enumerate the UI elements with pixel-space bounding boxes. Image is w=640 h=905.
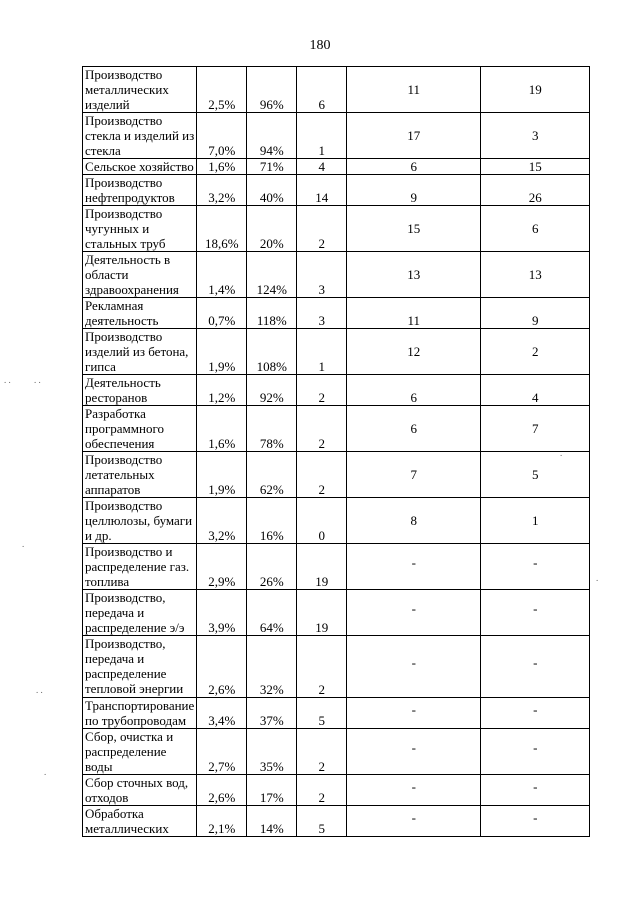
industry-name-line: Производство, — [85, 590, 166, 605]
industry-name-line: Производство — [85, 67, 163, 82]
industry-name-line: передача и — [85, 651, 145, 666]
industry-name-line: Производство — [85, 452, 163, 467]
value-cell-4: 8 — [347, 498, 481, 544]
industry-name-cell — [83, 498, 197, 544]
industry-name-line: Производство — [85, 206, 163, 221]
industry-name-line: летательных — [85, 467, 155, 482]
scan-speck: . — [596, 573, 599, 583]
share-cell: 3,2% — [197, 175, 247, 206]
share-cell: 2,9% — [197, 544, 247, 590]
industry-name-line: Производство — [85, 329, 163, 344]
percent-cell: 20% — [247, 206, 297, 252]
value-cell-4: 6 — [347, 406, 481, 452]
share-cell: 3,4% — [197, 698, 247, 729]
count-cell: 2 — [297, 452, 347, 498]
count-cell: 2 — [297, 206, 347, 252]
industry-name-line: Производство — [85, 113, 163, 128]
industry-name-line: Производство, — [85, 636, 166, 651]
industry-name-line: стальных труб — [85, 236, 166, 251]
industry-name-cell — [83, 298, 197, 329]
value-cell-4: 11 — [347, 67, 481, 113]
table-row — [83, 175, 590, 206]
table-row — [83, 544, 590, 590]
industry-name-line: тепловой энергии — [85, 681, 184, 696]
share-cell: 2,6% — [197, 636, 247, 698]
table-row — [83, 498, 590, 544]
value-cell-4: 12 — [347, 329, 481, 375]
industry-name-line: Производство — [85, 498, 163, 513]
industry-name-line: Обработка — [85, 806, 144, 821]
table-row — [83, 406, 590, 452]
value-cell-4: 13 — [347, 252, 481, 298]
industry-name-line: передача и — [85, 605, 145, 620]
value-cell-4: - — [347, 775, 481, 806]
scan-speck: . . — [4, 375, 11, 385]
industry-name-line: Производство и — [85, 544, 173, 559]
percent-cell: 64% — [247, 590, 297, 636]
share-cell: 2,5% — [197, 67, 247, 113]
percent-cell: 35% — [247, 729, 297, 775]
industry-name-cell — [83, 159, 197, 175]
value-cell-4: - — [347, 698, 481, 729]
scan-speck: . — [44, 767, 47, 777]
scan-speck: . — [22, 539, 25, 549]
value-cell-5: 5 — [481, 452, 590, 498]
table-row — [83, 452, 590, 498]
share-cell: 18,6% — [197, 206, 247, 252]
count-cell: 2 — [297, 375, 347, 406]
industry-name-line: распределение — [85, 744, 167, 759]
share-cell: 2,6% — [197, 775, 247, 806]
value-cell-5: 26 — [481, 175, 590, 206]
count-cell: 5 — [297, 806, 347, 837]
industry-name-line: области — [85, 267, 129, 282]
share-cell: 3,9% — [197, 590, 247, 636]
industry-name-cell — [83, 113, 197, 159]
share-cell: 0,7% — [197, 298, 247, 329]
industry-name-line: программного — [85, 421, 164, 436]
table-row — [83, 590, 590, 636]
value-cell-4: 17 — [347, 113, 481, 159]
industry-name-cell — [83, 698, 197, 729]
industry-name-line: Сбор, очистка и — [85, 729, 174, 744]
industry-name-line: распределение газ. — [85, 559, 190, 574]
percent-cell: 40% — [247, 175, 297, 206]
industry-name-line: Рекламная — [85, 298, 144, 313]
share-cell: 2,7% — [197, 729, 247, 775]
industry-name-cell — [83, 775, 197, 806]
industry-name-line: нефтепродуктов — [85, 190, 175, 205]
percent-cell: 94% — [247, 113, 297, 159]
count-cell: 2 — [297, 406, 347, 452]
value-cell-5: 1 — [481, 498, 590, 544]
industry-name-line: Транспортирование — [85, 698, 195, 713]
share-cell: 7,0% — [197, 113, 247, 159]
value-cell-5: 2 — [481, 329, 590, 375]
industry-name-line: распределение — [85, 666, 167, 681]
table-row — [83, 252, 590, 298]
value-cell-4: 6 — [347, 375, 481, 406]
industry-name-line: стекла — [85, 143, 121, 158]
percent-cell: 118% — [247, 298, 297, 329]
industry-name-cell — [83, 175, 197, 206]
value-cell-5: 3 — [481, 113, 590, 159]
industry-name-cell — [83, 806, 197, 837]
percent-cell: 14% — [247, 806, 297, 837]
percent-cell: 71% — [247, 159, 297, 175]
industry-name-line: по трубопроводам — [85, 713, 187, 728]
scan-speck: . . — [34, 375, 41, 385]
value-cell-4: 11 — [347, 298, 481, 329]
value-cell-4: 15 — [347, 206, 481, 252]
percent-cell: 124% — [247, 252, 297, 298]
value-cell-5: 6 — [481, 206, 590, 252]
count-cell: 2 — [297, 636, 347, 698]
value-cell-5: 15 — [481, 159, 590, 175]
industry-name-line: изделий из бетона, — [85, 344, 189, 359]
industry-name-line: здравоохранения — [85, 282, 179, 297]
industry-name-line: гипса — [85, 359, 116, 374]
percent-cell: 17% — [247, 775, 297, 806]
value-cell-5: 19 — [481, 67, 590, 113]
industry-name-line: Сбор сточных вод, — [85, 775, 189, 790]
industry-name-cell — [83, 544, 197, 590]
count-cell: 14 — [297, 175, 347, 206]
value-cell-5: - — [481, 729, 590, 775]
percent-cell: 32% — [247, 636, 297, 698]
value-cell-5: - — [481, 806, 590, 837]
industry-name-line: Сельское хозяйство — [85, 159, 194, 174]
value-cell-5: - — [481, 775, 590, 806]
scan-speck: . — [560, 448, 563, 458]
industry-name-cell — [83, 252, 197, 298]
data-table — [82, 66, 590, 837]
table-row — [83, 375, 590, 406]
table-row — [83, 806, 590, 837]
value-cell-4: - — [347, 590, 481, 636]
industry-name-line: топлива — [85, 574, 130, 589]
industry-name-line: Разработка — [85, 406, 146, 421]
industry-name-cell — [83, 590, 197, 636]
industry-name-line: Деятельность — [85, 375, 161, 390]
value-cell-5: - — [481, 698, 590, 729]
percent-cell: 16% — [247, 498, 297, 544]
count-cell: 1 — [297, 113, 347, 159]
table-row — [83, 729, 590, 775]
value-cell-4: 7 — [347, 452, 481, 498]
share-cell: 1,6% — [197, 159, 247, 175]
percent-cell: 62% — [247, 452, 297, 498]
table-row — [83, 636, 590, 698]
percent-cell: 92% — [247, 375, 297, 406]
value-cell-4: - — [347, 544, 481, 590]
value-cell-5: 9 — [481, 298, 590, 329]
industry-name-cell — [83, 636, 197, 698]
industry-name-line: обеспечения — [85, 436, 155, 451]
count-cell: 2 — [297, 775, 347, 806]
share-cell: 3,2% — [197, 498, 247, 544]
industry-name-cell — [83, 452, 197, 498]
industry-name-line: металлических — [85, 82, 169, 97]
table-row — [83, 329, 590, 375]
industry-name-line: воды — [85, 759, 113, 774]
value-cell-5: - — [481, 636, 590, 698]
share-cell: 1,2% — [197, 375, 247, 406]
scan-speck: . . — [36, 685, 43, 695]
industry-name-line: и др. — [85, 528, 112, 543]
value-cell-4: 9 — [347, 175, 481, 206]
count-cell: 19 — [297, 544, 347, 590]
share-cell: 2,1% — [197, 806, 247, 837]
industry-name-line: Производство — [85, 175, 163, 190]
percent-cell: 108% — [247, 329, 297, 375]
value-cell-4: - — [347, 729, 481, 775]
industry-name-line: металлических — [85, 821, 169, 836]
count-cell: 3 — [297, 298, 347, 329]
value-cell-5: 4 — [481, 375, 590, 406]
industry-name-line: стекла и изделий из — [85, 128, 195, 143]
value-cell-5: 7 — [481, 406, 590, 452]
share-cell: 1,9% — [197, 329, 247, 375]
value-cell-5: - — [481, 544, 590, 590]
count-cell: 2 — [297, 729, 347, 775]
value-cell-5: 13 — [481, 252, 590, 298]
industry-name-line: изделий — [85, 97, 130, 112]
value-cell-4: - — [347, 636, 481, 698]
industry-name-cell — [83, 329, 197, 375]
percent-cell: 78% — [247, 406, 297, 452]
count-cell: 19 — [297, 590, 347, 636]
industry-name-line: отходов — [85, 790, 129, 805]
share-cell: 1,9% — [197, 452, 247, 498]
count-cell: 0 — [297, 498, 347, 544]
industry-name-line: целлюлозы, бумаги — [85, 513, 193, 528]
industry-name-line: ресторанов — [85, 390, 148, 405]
percent-cell: 37% — [247, 698, 297, 729]
industry-name-line: распределение э/э — [85, 620, 185, 635]
table-row — [83, 698, 590, 729]
percent-cell: 26% — [247, 544, 297, 590]
industry-name-cell — [83, 375, 197, 406]
table-row — [83, 113, 590, 159]
industry-name-line: чугунных и — [85, 221, 150, 236]
share-cell: 1,4% — [197, 252, 247, 298]
industry-name-cell — [83, 406, 197, 452]
table-row — [83, 206, 590, 252]
industry-name-line: Деятельность в — [85, 252, 171, 267]
table-body — [83, 67, 590, 837]
table-row — [83, 298, 590, 329]
industry-name-cell — [83, 206, 197, 252]
value-cell-4: - — [347, 806, 481, 837]
table-row — [83, 67, 590, 113]
industry-name-cell — [83, 67, 197, 113]
value-cell-4: 6 — [347, 159, 481, 175]
value-cell-5: - — [481, 590, 590, 636]
industry-name-line: деятельность — [85, 313, 159, 328]
industry-name-cell — [83, 729, 197, 775]
table-row — [83, 775, 590, 806]
percent-cell: 96% — [247, 67, 297, 113]
count-cell: 6 — [297, 67, 347, 113]
count-cell: 1 — [297, 329, 347, 375]
page-number: 180 — [309, 38, 331, 53]
table-row — [83, 159, 590, 175]
count-cell: 5 — [297, 698, 347, 729]
count-cell: 3 — [297, 252, 347, 298]
share-cell: 1,6% — [197, 406, 247, 452]
count-cell: 4 — [297, 159, 347, 175]
industry-name-line: аппаратов — [85, 482, 141, 497]
